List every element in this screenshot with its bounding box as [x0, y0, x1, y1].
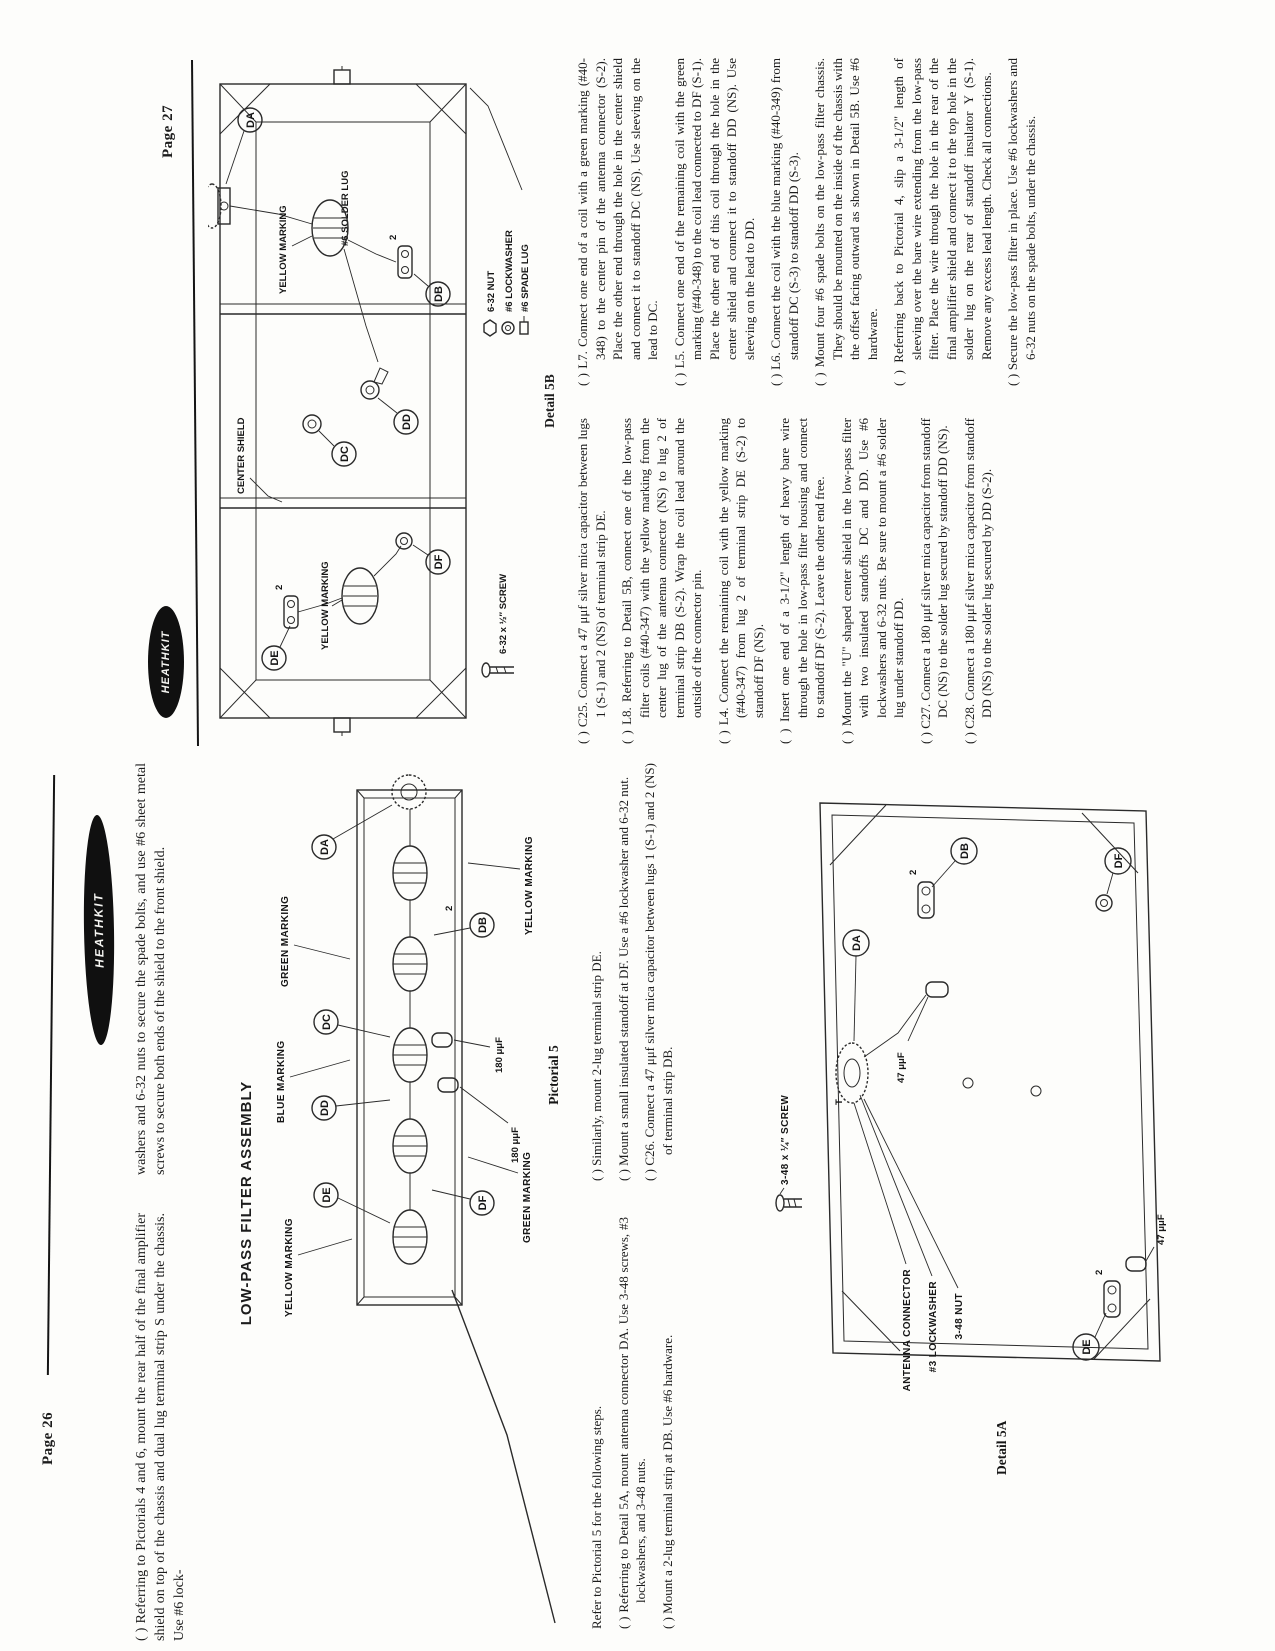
spade-lug-glyph	[520, 316, 528, 334]
center-shield-label	[236, 417, 282, 502]
green-marking-top-label	[280, 896, 350, 987]
svg-text:GREEN MARKING: GREEN MARKING	[522, 1151, 533, 1243]
svg-text:DF: DF	[477, 1195, 489, 1211]
svg-text:DF: DF	[433, 554, 445, 570]
pictorial-5-illustration	[262, 773, 564, 1635]
intro-paragraph-left: ( ) Referring to Pictorials 4 and 6, mount the rear half of the final amplifier shield on top of the chassis and dual lug terminal strip S under the chassis. Use #6 lock-	[134, 1213, 187, 1641]
callout-screw	[780, 1095, 791, 1194]
ref-db	[932, 838, 977, 887]
svg-text:DB: DB	[959, 843, 971, 859]
svg-text:T: T	[834, 1099, 845, 1105]
steps-column-left	[588, 1217, 685, 1629]
step-c26: ( ) C26. Connect a 47 μμf silver mica capacitor between lugs 1 (S-1) and 2 (NS) of terminal strip DB.	[642, 763, 675, 1181]
cap-180-a-part	[432, 1033, 452, 1047]
standoff-df	[1096, 895, 1112, 911]
nut-glyph	[484, 320, 496, 336]
terminal-strip-db	[908, 870, 934, 918]
yellow-marking-top-label	[284, 1218, 352, 1317]
svg-text:3-48 x ¼″ SCREW: 3-48 x ¼″ SCREW	[780, 1094, 791, 1185]
svg-text:180 μμF: 180 μμF	[510, 1127, 521, 1163]
yellow-marking-left-label	[320, 561, 342, 650]
cap-47-b-part	[1126, 1257, 1146, 1271]
refer-line: Refer to Pictorial 5 for the following steps.	[589, 1405, 604, 1629]
svg-text:YELLOW MARKING: YELLOW MARKING	[278, 205, 289, 294]
svg-text:DC: DC	[321, 1014, 333, 1030]
instructions-column-left	[574, 418, 1005, 744]
svg-text:#3 LOCKWASHER: #3 LOCKWASHER	[928, 1281, 939, 1373]
step-bare-wire: ( ) Insert one end of a 3-1/2" length of heavy bare wire through the hole in low-pass filter housing and connect to standoff DF (S-2). Leave the other end free.	[777, 418, 827, 744]
chassis-hole	[963, 1078, 973, 1088]
standoff-dd	[361, 368, 388, 399]
antenna-connector	[834, 1043, 868, 1105]
svg-text:47 μμF: 47 μμF	[896, 1052, 907, 1083]
steps-column-right	[588, 763, 685, 1181]
heathkit-logo: HEATHKIT	[148, 606, 184, 718]
svg-text:2: 2	[388, 234, 399, 240]
detail-5a-illustration	[768, 771, 1230, 1503]
coil-blue-center	[393, 1028, 427, 1082]
chassis-hole	[1031, 1086, 1041, 1096]
standoff-dc	[303, 415, 321, 433]
svg-text:DE: DE	[321, 1187, 333, 1203]
ref-de	[314, 1183, 390, 1223]
cap-47-b-label	[1146, 1214, 1167, 1261]
svg-text:DE: DE	[269, 650, 281, 666]
step-sleeving-wire: ( ) Referring back to Pictorial 4, slip a 3-1/2" length of sleeving over the bare wire extending from the low-pass filter. Place the wire through the hole in the rear of the final amplifier shield and connect it to the top hole in the solder lug on the rear of standoff insulator Y (S-1). Remove any excess lead length. Check all connections.	[891, 58, 994, 386]
step-mount-de: ( ) Similarly, mount 2-lug terminal strip DE.	[589, 951, 604, 1181]
step-secure-filter: ( ) Secure the low-pass filter in place. Use #6 lockwashers and 6-32 nuts on the spade bolts, under the chassis.	[1005, 58, 1038, 386]
svg-text:DB: DB	[477, 917, 489, 933]
ref-dc	[319, 431, 356, 466]
svg-text:BLUE MARKING: BLUE MARKING	[276, 1040, 287, 1123]
detail-5b-caption: Detail 5B	[542, 374, 557, 428]
pictorial-5-caption: Pictorial 5	[546, 1045, 561, 1105]
screw-callout: 6-32 x ½″ SCREW	[498, 573, 509, 654]
step-l6: ( ) L6. Connect the coil with the blue marking (#40-349) from standoff DC (S-3) to standoff DD (S-3).	[768, 58, 801, 386]
svg-text:#6 SOLDER LUG: #6 SOLDER LUG	[340, 170, 351, 246]
svg-text:2: 2	[274, 584, 285, 590]
terminal-strip-de	[1094, 1270, 1120, 1317]
step-c27: ( ) C27. Connect a 180 μμf silver mica capacitor from standoff DC (NS) to the solder lug secured by standoff DD (NS).	[917, 418, 950, 744]
terminal-strip-de	[274, 585, 298, 628]
svg-text:DD: DD	[319, 1100, 331, 1116]
antenna-connector	[208, 184, 230, 228]
ref-dc	[314, 1010, 390, 1037]
antenna-connector	[392, 775, 426, 809]
coil-green-left	[393, 1119, 427, 1173]
ref-dd	[378, 398, 418, 434]
bare-wire	[452, 1290, 555, 1623]
step-center-shield: ( ) Mount the "U" shaped center shield in the low-pass filter with two insulated standoffs DC and DD. Use #6 lockwashers and 6-32 nuts. Be sure to mount a #6 solder lug under standoff DD.	[838, 418, 906, 744]
svg-text:DA: DA	[245, 112, 257, 128]
detail-5b-illustration	[208, 56, 540, 746]
lockwasher-glyph	[502, 322, 514, 334]
step-c28: ( ) C28. Connect a 180 μμf silver mica capacitor from standoff DD (NS) to the solder lug secured by DD (S-2).	[961, 418, 994, 744]
spade-bolt-right	[334, 66, 350, 84]
ref-df	[432, 1190, 494, 1215]
page-number-27: Page 27	[160, 104, 176, 158]
screw-glyph	[482, 663, 514, 677]
step-mount-db: ( ) Mount a 2-lug terminal strip at DB. Use #6 hardware.	[659, 1334, 675, 1629]
ref-de	[262, 626, 290, 670]
spade-lug-callout: #6 SPADE LUG	[520, 244, 531, 312]
svg-text:DD: DD	[401, 414, 413, 430]
svg-text:47 μμF: 47 μμF	[1156, 1214, 1167, 1245]
callout-connector	[854, 1103, 913, 1391]
svg-text:YELLOW MARKING: YELLOW MARKING	[524, 836, 535, 935]
lockwasher-callout: #6 LOCKWASHER	[504, 230, 515, 312]
svg-text:YELLOW MARKING: YELLOW MARKING	[284, 1218, 295, 1317]
ref-dd	[312, 1096, 390, 1120]
intro-paragraph-right: washers and 6-32 nuts to secure the spade bolts, and use #6 sheet metal screws to secure both ends of the shield to the front shield.	[134, 763, 168, 1175]
svg-text:YELLOW MARKING: YELLOW MARKING	[320, 561, 331, 650]
section-heading: LOW-PASS FILTER ASSEMBLY	[238, 1080, 255, 1326]
svg-text:DA: DA	[851, 935, 863, 951]
ref-db	[414, 274, 450, 306]
step-spade-bolts: ( ) Mount four #6 spade bolts on the low-pass filter chassis. They should be mounted on the inside of the chassis with the offset facing outward as shown in Detail 5B. Use #6 hardware.	[812, 58, 880, 386]
svg-text:DC: DC	[339, 446, 351, 462]
step-l8: ( ) L8. Referring to Detail 5B, connect one of the low-pass filter coils (#40-347) with the yellow marking from the center lug of the antenna connector (NS) to lug 2 of terminal strip DB (S-2). Wrap the coil lead around the outside of the connector pin.	[619, 418, 704, 744]
step-mount-df: ( ) Mount a small insulated standoff at DF. Use a #6 lockwasher and 6-32 nut.	[615, 776, 631, 1181]
svg-text:DA: DA	[319, 839, 331, 855]
cap-180-b-label	[460, 1087, 521, 1163]
cap-47-a-label	[896, 997, 928, 1083]
ref-db	[434, 913, 494, 937]
step-l4: ( ) L4. Connect the remaining coil with the yellow marking (#40-347) from lug 2 of terminal strip DE (S-2) to standoff DF (NS).	[715, 418, 766, 744]
svg-text:2: 2	[908, 869, 919, 875]
terminal-strip-db	[388, 235, 412, 278]
coil-yellow-left	[393, 1210, 427, 1264]
cap-47-a-part	[926, 982, 948, 997]
step-c25: ( ) C25. Connect a 47 μμf silver mica capacitor between lugs 1 (S-1) and 2 (NS) of terminal strip DE.	[575, 418, 608, 744]
coil-green-right	[393, 937, 427, 991]
page-26	[0, 758, 1275, 1643]
callout-nut	[864, 1099, 965, 1340]
solder-lug-label	[340, 171, 378, 363]
svg-text:ANTENNA CONNECTOR: ANTENNA CONNECTOR	[902, 1269, 913, 1392]
svg-text:DF: DF	[1113, 853, 1125, 869]
svg-text:CENTER SHIELD: CENTER SHIELD	[236, 417, 247, 494]
svg-text:3-48 NUT: 3-48 NUT	[954, 1293, 965, 1340]
step-l7: ( ) L7. Connect one end of a coil with a green marking (#40-348) to the center pin of the antenna connector (S-2). Place the other end through the hole in the center shield and connect it to standoff DC (NS). Use sleeving on the lead to DC.	[575, 58, 660, 386]
svg-text:GREEN MARKING: GREEN MARKING	[280, 895, 291, 987]
screw-glyph	[776, 1195, 802, 1211]
svg-text:DE: DE	[1081, 1339, 1093, 1355]
coil-yellow-right	[393, 846, 427, 900]
ref-da	[843, 930, 869, 1041]
ref-df	[1105, 848, 1131, 894]
header-rule-27	[191, 60, 199, 746]
ref-da	[226, 108, 262, 184]
callout-lockwasher	[860, 1095, 939, 1372]
heathkit-logo: HEATHKIT	[82, 815, 116, 1045]
instructions-column-right	[574, 58, 1048, 386]
coil-yellow-left	[342, 568, 378, 624]
lug-2-label: 2	[444, 905, 455, 911]
ref-df	[413, 545, 450, 574]
step-mount-da: ( ) Referring to Detail 5A, mount antenna connector DA. Use 3-48 screws, #3 lockwashers, and 3-48 nuts.	[615, 1217, 648, 1629]
svg-text:180 μμF: 180 μμF	[494, 1037, 505, 1073]
svg-text:2: 2	[1094, 1269, 1105, 1275]
spade-bolt-left	[334, 718, 350, 736]
page-number-26: Page 26	[40, 1411, 56, 1465]
page-27	[0, 56, 1275, 746]
svg-text:DB: DB	[433, 286, 445, 302]
ref-da	[312, 805, 392, 859]
step-l5: ( ) L5. Connect one end of the remaining coil with the green marking (#40-348) to the coil lead connected to DF (S-1). Place the other end of this coil through the hole in the center shield and connect it to standoff DD (NS). Use sleeving on the lead to DD.	[671, 58, 757, 386]
nut-callout: 6-32 NUT	[486, 270, 497, 312]
header-rule-26	[47, 775, 55, 1375]
coil-yellow-right	[312, 200, 348, 256]
standoff-df	[396, 533, 412, 549]
detail-5a-caption: Detail 5A	[994, 1420, 1009, 1475]
ref-de	[1073, 1313, 1106, 1360]
